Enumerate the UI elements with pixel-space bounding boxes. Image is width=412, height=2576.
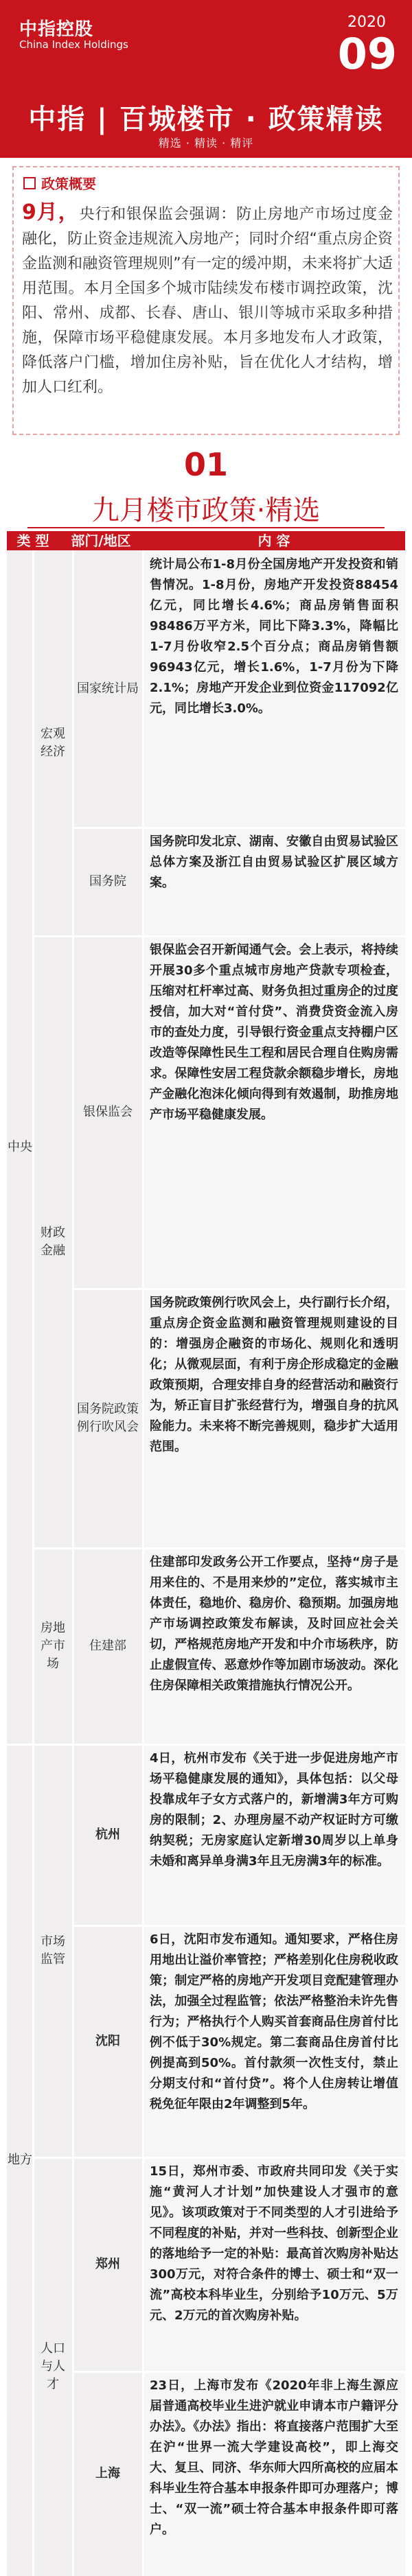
dept-state-council: 国务院 (73, 828, 143, 936)
report-title: 中指 | 百城楼市 · 政策精读 (28, 104, 384, 135)
content-state-council: 国务院印发北京、湖南、安徽自由贸易试验区总体方案及浙江自由贸易试验区扩展区域方案。 (143, 828, 405, 936)
section-title: 九月楼市政策·精选 (91, 495, 321, 526)
header-content: 内 容 (143, 531, 405, 550)
overview-text (22, 200, 393, 400)
content-shenyang: 6日，沈阳市发布通知。通知要求，严格住房用地出让溢价率管控；严格差别化住房税收政策；制定严格的房地产开发项目竞配建管理办法，加强全过程监管；依法严格整治未许先售行为；严格执行个人购买首套商品住房首付比例不低于30%规定。第二套商品住房首付比例提高到50%。首付款须一次性支付，禁止分期支付和“首付贷”。将个人住房转让增值税免征年限由2年调整到5年。 (143, 1925, 405, 2157)
type-fiscal-finance: 财政金融 (33, 936, 73, 1548)
grid-line (32, 550, 34, 2576)
dept-mohurd: 住建部 (73, 1548, 143, 1744)
grid-line (73, 1288, 405, 1290)
dept-stats-bureau: 国家统计局 (73, 550, 143, 828)
header-dept: 部门/地区 (59, 531, 143, 550)
region-hangzhou: 杭州 (73, 1744, 143, 1925)
grid-line (142, 550, 144, 2576)
grid-line (73, 827, 405, 829)
overview-body: 央行和银保监会强调：防止房地产市场过度金融化，防止资金违规流入房地产；同时介绍“重点房企资金监测和融资管理规则”有一定的缓冲期，未来将扩大适用范围。本月全国多个城市陆续发布楼市调控政策，沈阳、常州、成都、长春、唐山、银川等城市采取多种措施，保障市场平稳健康发展。本月多地发布人才政策，降低落户门槛，增加住房补贴，旨在优化人才结构，增加人口红利。 (22, 206, 393, 396)
grid-line (72, 550, 74, 2576)
grid-line (33, 2157, 405, 2159)
type-local: 地方 (7, 1744, 33, 2576)
section-divider (27, 527, 385, 528)
type-macro-economy: 宏观经济 (33, 550, 73, 936)
issue-year: 2020 (347, 14, 386, 31)
report-header (0, 0, 412, 158)
grid-line (33, 1547, 405, 1549)
square-bullet-icon (23, 177, 36, 189)
overview-heading-text: 政策概要 (41, 176, 96, 192)
type-real-estate-market: 房地产市场 (33, 1548, 73, 1744)
dept-cbirc: 银保监会 (73, 936, 143, 1289)
type-population-talent: 人口与人才 (33, 2157, 73, 2576)
content-hangzhou: 4日，杭州市发布《关于进一步促进房地产市场平稳健康发展的通知》，具体包括：以父母投靠成年子女方式落户的，新增满3年方可购房的限制；2、办理房屋不动产权证时方可缴纳契税；无房家庭认定新增30周岁以上单身未婚和离异单身满3年且无房满3年的标准。 (143, 1744, 405, 1925)
issue-month: 09 (337, 29, 397, 79)
report-subtitle: 精选 · 精读 · 精评 (158, 137, 254, 150)
grid-line (73, 1925, 405, 1927)
grid-line (33, 935, 405, 937)
content-mohurd: 住建部印发政务公开工作要点，坚持“房子是用来住的、不是用来炒的”定位，落实城市主体责任，稳地价、稳房价、稳预期。加强房地产市场调控政策发布解读，及时回应社会关切，严格规范房地产开发和中介市场秩序，防止虚假宣传、恶意炒作等加剧市场波动。深化住房保障相关政策措施执行情况公开。 (143, 1548, 405, 1744)
dept-state-council-briefing: 国务院政策例行吹风会 (73, 1289, 143, 1548)
content-shanghai: 23日，上海市发布《2020年非上海生源应届普通高校毕业生进沪就业申请本市户籍评分办法》。《办法》指出：将直接落户范围扩大至在沪“世界一流大学建设高校”，即上海交大、复旦、同济、华东师大四所高校的应届本科毕业生符合基本申报条件即可办理落户；博士、“双一流”硕士符合基本申报条件即可落户。 (143, 2372, 405, 2576)
overview-lead: 9月， (22, 200, 80, 224)
grid-line (7, 1744, 405, 1746)
type-central: 中央 (7, 550, 33, 1744)
type-market-regulation: 市场监管 (33, 1744, 73, 2157)
overview-heading (23, 173, 96, 193)
content-zhengzhou: 15日，郑州市委、市政府共同印发《关于实施“黄河人才计划”加快建设人才强市的意见》。该项政策对于不同类型的人才引进给予不同程度的补贴，并对一些科技、创新型企业的落地给予一定的补贴：最高首次购房补贴达300万元，对符合条件的博士、硕士和“双一流”高校本科毕业生，分别给予10万元、5万元、2万元的首次购房补贴。 (143, 2157, 405, 2372)
content-state-council-briefing: 国务院政策例行吹风会上，央行副行长介绍，重点房企资金监测和融资管理规则建设的目的：增强房企融资的市场化、规则化和透明化；从微观层面，有利于房企形成稳定的金融政策预期，合理安排自身的经营活动和融资行为，矫正盲目扩张经营行为，增强自身的抗风险能力。未来将不断完善规则，稳步扩大适用范围。 (143, 1289, 405, 1548)
region-shanghai: 上海 (73, 2372, 143, 2576)
section-number: 01 (183, 446, 228, 483)
brand-logo-en: China Index Holdings (19, 38, 128, 51)
content-cbirc: 银保监会召开新闻通气会。会上表示，将持续开展30多个重点城市房地产贷款专项检查，压缩对杠杆率过高、财务负担过重房企的过度授信，加大对“首付贷”、消费贷资金流入房市的查处力度，引导银行资金重点支持棚户区改造等保障性民生工程和居民合理自住购房需求。保障性安居工程贷款余额稳步增长，房地产金融化泡沫化倾向得到有效遏制，助推房地产市场平稳健康发展。 (143, 936, 405, 1289)
grid-line (73, 2371, 405, 2373)
header-type: 类 型 (7, 531, 59, 550)
policy-overview-box (12, 166, 400, 435)
region-shenyang: 沈阳 (73, 1925, 143, 2157)
region-zhengzhou: 郑州 (73, 2157, 143, 2372)
brand-logo-cn: 中指控股 (19, 19, 94, 40)
content-stats-bureau: 统计局公布1-8月份全国房地产开发投资和销售情况。1-8月份，房地产开发投资88454亿元，同比增长4.6%；商品房销售面积98486万平方米，同比下降3.3%，降幅比1-7月份收窄2.5个百分点；商品房销售额96943亿元，增长1.6%，1-7月份为下降2.1%；房地产开发企业到位资金117092亿元，同比增长3.0%。 (143, 550, 405, 828)
